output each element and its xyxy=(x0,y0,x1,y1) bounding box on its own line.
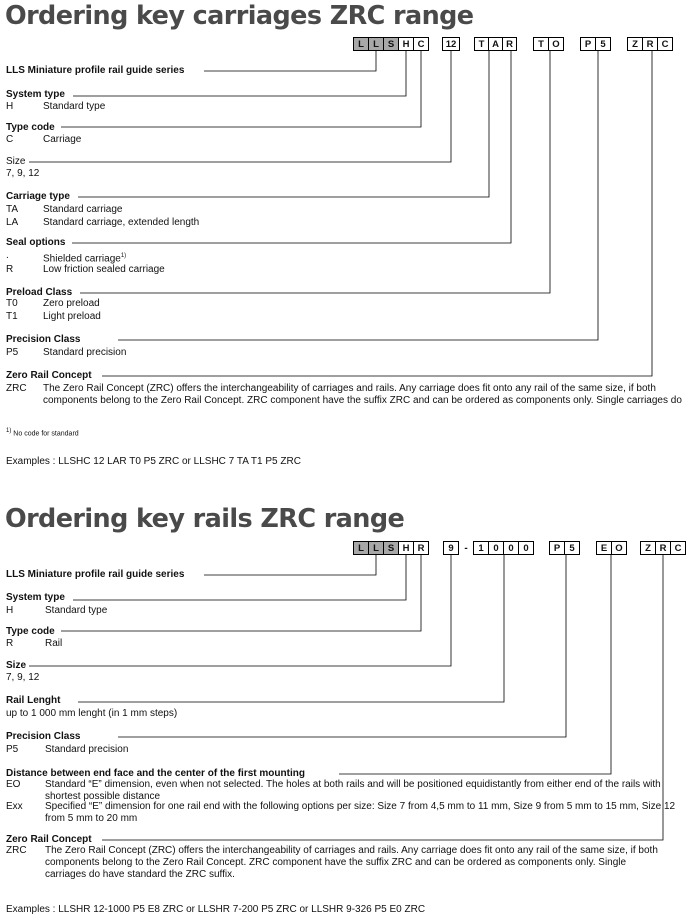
option-desc: Standard type xyxy=(43,101,106,112)
option-desc: Low friction sealed carriage xyxy=(43,264,165,275)
footnote-marker: 1) xyxy=(6,428,12,434)
rails-size-values: 7, 9, 12 xyxy=(6,672,40,683)
option-desc: Light preload xyxy=(43,311,101,322)
option-desc: Zero preload xyxy=(43,298,100,309)
carriages-preload-heading: Preload Class xyxy=(6,287,73,298)
option-desc: Standard “E” dimension, even when not selected. The holes at both rails and will be positioned equidistantly from either end of the rails with shortest possible distance xyxy=(45,779,661,802)
key-cell: P xyxy=(580,37,596,51)
key-cell: P xyxy=(549,541,565,555)
key-cell: 9 xyxy=(443,541,459,555)
rails-title: Ordering key rails ZRC range xyxy=(5,504,405,534)
rails-series: LLS Miniature profile rail guide series xyxy=(6,569,185,580)
option-desc: Carriage xyxy=(43,134,82,145)
footnote-marker: 1) xyxy=(120,253,127,259)
key-cell: 1 xyxy=(473,541,489,555)
option-desc: Specified “E” dimension for one rail end with the following options per size: Size 7 from 4,5 mm to 11 mm, Size 9 from 5 mm to 15 mm, Size 12 from 5 mm to 20 mm xyxy=(45,801,676,824)
rails-ordering-key xyxy=(0,541,690,555)
key-cell: 5 xyxy=(564,541,580,555)
option-desc: The Zero Rail Concept (ZRC) offers the interchangeability of carriages and rails. Any carriage does fit onto any rail of the same size, if both components belong to the Zero Rail Concept. ZRC component have the suffix ZRC and can be ordered as components only. Single carriages do have standard the ZRC suffix. xyxy=(45,845,658,880)
carriages-size-heading: Size xyxy=(6,156,26,167)
option-code: Exx xyxy=(6,801,23,812)
option-desc: Standard type xyxy=(45,605,108,616)
carriages-precision-heading: Precision Class xyxy=(6,334,81,345)
key-cell: A xyxy=(488,37,503,51)
rails-zrc-heading: Zero Rail Concept xyxy=(6,834,92,845)
rails-examples: Examples : LLSHR 12-1000 P5 E8 ZRC or LLSHR 7-200 P5 ZRC or LLSHR 9-326 P5 E0 ZRC xyxy=(6,904,426,915)
carriages-examples: Examples : LLSHC 12 LAR T0 P5 ZRC or LLSHC 7 TA T1 P5 ZRC xyxy=(6,456,301,467)
key-cell: S xyxy=(383,37,399,51)
key-cell: L xyxy=(368,37,384,51)
option-code: H xyxy=(6,101,14,112)
key-cell: R xyxy=(502,37,517,51)
option-code: TA xyxy=(6,204,19,215)
key-cell: O xyxy=(548,37,564,51)
key-cell: E xyxy=(596,541,612,555)
option-code: LA xyxy=(6,217,19,228)
carriages-carriage-type-heading: Carriage type xyxy=(6,191,70,202)
key-cell: Z xyxy=(627,37,643,51)
option-code: R xyxy=(6,638,14,649)
key-cell: T xyxy=(474,37,489,51)
key-cell: C xyxy=(670,541,686,555)
option-desc: Standard carriage, extended length xyxy=(43,217,200,228)
rails-length-values: up to 1 000 mm lenght (in 1 mm steps) xyxy=(6,708,178,719)
carriages-type-code-heading: Type code xyxy=(6,122,55,133)
option-code: ZRC xyxy=(6,383,27,394)
option-code: R xyxy=(6,264,14,275)
rails-precision-heading: Precision Class xyxy=(6,731,81,742)
key-cell: H xyxy=(398,37,414,51)
carriages-title: Ordering key carriages ZRC range xyxy=(5,1,474,31)
carriages-zrc-heading: Zero Rail Concept xyxy=(6,370,92,381)
key-cell: S xyxy=(383,541,399,555)
option-desc: Standard precision xyxy=(45,744,129,755)
option-desc: Rail xyxy=(45,638,63,649)
option-code: T0 xyxy=(6,298,18,309)
rails-type-code-heading: Type code xyxy=(6,626,55,637)
key-cell: H xyxy=(398,541,414,555)
carriages-size-values: 7, 9, 12 xyxy=(6,168,40,179)
key-cell: L xyxy=(353,541,369,555)
carriages-seal-options-heading: Seal options xyxy=(6,237,66,248)
option-code: EO xyxy=(6,779,21,790)
key-cell: 0 xyxy=(503,541,519,555)
key-cell: C xyxy=(413,37,429,51)
rails-distance-heading: Distance between end face and the center of the first mounting xyxy=(6,768,305,779)
option-code: C xyxy=(6,134,14,145)
key-cell: Z xyxy=(640,541,656,555)
key-cell: R xyxy=(413,541,429,555)
key-cell: 5 xyxy=(595,37,611,51)
option-code: ZRC xyxy=(6,845,27,856)
option-code: T1 xyxy=(6,311,18,322)
rails-system-type-heading: System type xyxy=(6,592,65,603)
option-desc-text: Shielded carriage xyxy=(43,253,121,265)
key-cell: T xyxy=(533,37,549,51)
option-code: H xyxy=(6,605,14,616)
key-separator: - xyxy=(464,542,468,554)
key-cell: R xyxy=(642,37,658,51)
rails-length-heading: Rail Lenght xyxy=(6,695,61,706)
key-cell: O xyxy=(611,541,627,555)
option-desc: The Zero Rail Concept (ZRC) offers the interchangeability of carriages and rails. Any carriage does fit onto any rail of the same size, if both components belong to the Zero Rail Concept. ZRC component have the suffix ZRC and can be ordered as components only. Single carriages do xyxy=(43,383,682,406)
key-cell: 12 xyxy=(442,37,460,51)
key-cell: C xyxy=(657,37,673,51)
footnote-text: No code for standard xyxy=(13,430,79,438)
option-code: P5 xyxy=(6,347,19,358)
key-cell: 0 xyxy=(518,541,534,555)
rails-size-heading: Size xyxy=(6,660,27,671)
key-cell: 0 xyxy=(488,541,504,555)
option-desc: Standard carriage xyxy=(43,204,123,215)
key-cell: R xyxy=(655,541,671,555)
key-cell: L xyxy=(368,541,384,555)
option-desc: Standard precision xyxy=(43,347,127,358)
carriages-series: LLS Miniature profile rail guide series xyxy=(6,65,185,76)
option-code: P5 xyxy=(6,744,19,755)
key-cell: L xyxy=(353,37,369,51)
carriages-system-type-heading: System type xyxy=(6,89,65,100)
option-code: . xyxy=(6,250,9,261)
